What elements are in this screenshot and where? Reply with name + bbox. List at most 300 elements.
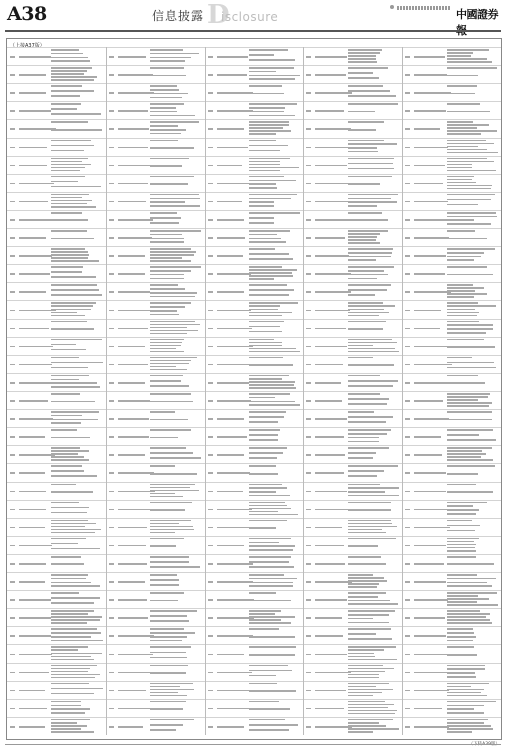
table-row [7, 210, 106, 228]
disclosure-text-line [51, 585, 100, 587]
disclosure-text-line [150, 107, 175, 109]
row-number [109, 708, 114, 710]
fund-name [217, 635, 254, 637]
table-row [205, 192, 304, 210]
disclosure-text-line [150, 212, 177, 214]
table-row [402, 300, 501, 318]
disclosure-text-line [249, 180, 296, 182]
table-row [303, 626, 402, 644]
disclosure-text-line [150, 348, 176, 350]
disclosure-text-line [447, 604, 498, 606]
disclosure-text-line [447, 530, 476, 532]
table-row [205, 264, 304, 282]
disclosure-text-line [348, 147, 377, 149]
row-divider [402, 210, 501, 211]
disclosure-text-line [150, 330, 198, 332]
row-number [306, 364, 311, 366]
fund-name [19, 219, 52, 221]
disclosure-text-line [348, 380, 398, 382]
row-number [10, 491, 15, 493]
disclosure-text-line [249, 294, 289, 296]
disclosure-text-line [249, 158, 290, 160]
disclosure-text-line [249, 473, 278, 475]
row-number [208, 527, 213, 529]
row-number [405, 273, 410, 275]
row-divider [106, 210, 205, 211]
row-number [10, 654, 15, 656]
disclosure-text-line [150, 526, 193, 528]
table-row [303, 590, 402, 608]
disclosure-text-line [51, 164, 90, 166]
row-divider [303, 681, 402, 682]
disclosure-text-line [249, 342, 282, 344]
fund-name [315, 690, 346, 692]
disclosure-text-line [249, 484, 282, 486]
row-divider [106, 282, 205, 283]
table-row [205, 608, 304, 626]
fund-name [414, 599, 448, 601]
disclosure-text-line [51, 321, 86, 323]
row-divider [303, 65, 402, 66]
disclosure-text-line [51, 415, 82, 417]
fund-name [217, 400, 252, 402]
disclosure-text-line [447, 676, 477, 678]
disclosure-text-line [249, 542, 279, 544]
row-number [109, 617, 114, 619]
disclosure-text-line [51, 176, 85, 178]
row-number [10, 147, 15, 149]
fund-name [19, 291, 46, 293]
table-row [7, 282, 106, 300]
row-divider [205, 337, 304, 338]
row-number [208, 654, 213, 656]
disclosure-text-line [348, 49, 382, 51]
table-row [205, 699, 304, 717]
row-number [306, 563, 311, 565]
disclosure-text-line [447, 585, 492, 587]
disclosure-text-line [51, 705, 81, 707]
fund-name [118, 418, 150, 420]
disclosure-text-line [150, 632, 194, 634]
disclosure-text-line [51, 538, 85, 540]
disclosure-text-line [348, 683, 389, 685]
table-column [205, 47, 304, 735]
disclosure-text-line [51, 266, 83, 268]
disclosure-text-line [447, 613, 490, 615]
disclosure-text-line [348, 614, 389, 616]
row-number [306, 219, 311, 221]
table-row [7, 156, 106, 174]
table-row [205, 518, 304, 536]
table-row [303, 282, 402, 300]
disclosure-text-line [51, 613, 88, 615]
row-divider [402, 482, 501, 483]
fund-name [19, 418, 53, 420]
disclosure-text-line [249, 654, 295, 656]
row-number [10, 74, 15, 76]
row-divider [402, 699, 501, 700]
disclosure-text-line [51, 90, 94, 92]
row-divider [303, 391, 402, 392]
fund-name [217, 92, 254, 94]
row-divider [106, 463, 205, 464]
disclosure-text-line [150, 615, 187, 617]
table-row [106, 228, 205, 246]
row-number [109, 563, 114, 565]
fund-name [118, 545, 147, 547]
disclosure-text-line [150, 125, 177, 127]
row-divider [106, 572, 205, 573]
row-number [208, 599, 213, 601]
disclosure-text-line [51, 312, 76, 314]
disclosure-text-line [51, 254, 89, 256]
disclosure-text-line [249, 582, 293, 584]
disclosure-text-line [150, 584, 179, 586]
disclosure-text-line [447, 672, 475, 674]
disclosure-text-line [348, 692, 382, 694]
row-divider [106, 192, 205, 193]
disclosure-text-line [150, 701, 185, 703]
disclosure-text-line [249, 434, 278, 436]
fund-name [118, 527, 147, 529]
fund-name [315, 255, 348, 257]
row-number [405, 328, 410, 330]
disclosure-text-line [249, 600, 291, 602]
disclosure-text-line [51, 186, 100, 188]
disclosure-text-line [51, 121, 88, 123]
row-divider [7, 47, 106, 48]
fund-name [19, 364, 52, 366]
disclosure-text-line [348, 689, 393, 691]
disclosure-text-line [51, 719, 89, 721]
table-row [106, 337, 205, 355]
disclosure-text-line [249, 339, 274, 341]
disclosure-text-line [348, 701, 385, 703]
disclosure-text-line [348, 686, 376, 688]
fund-name [19, 310, 56, 312]
row-number [405, 92, 410, 94]
row-divider [205, 409, 304, 410]
disclosure-text-line [348, 656, 375, 658]
row-divider [402, 626, 501, 627]
disclosure-text-line [150, 217, 180, 219]
table-row [106, 626, 205, 644]
fund-name [315, 310, 350, 312]
fund-name [414, 635, 445, 637]
row-number [208, 310, 213, 312]
disclosure-text-line [447, 296, 475, 298]
row-number [306, 92, 311, 94]
disclosure-text-line [348, 475, 377, 477]
row-divider [402, 608, 501, 609]
disclosure-text-line [249, 266, 282, 268]
disclosure-text-line [447, 321, 479, 323]
row-divider [7, 264, 106, 265]
row-number [109, 690, 114, 692]
disclosure-text-line [348, 603, 398, 605]
fund-name [414, 273, 445, 275]
disclosure-text-line [348, 728, 399, 730]
table-row [7, 554, 106, 572]
disclosure-text-line [348, 67, 388, 69]
disclosure-text-line [249, 115, 295, 117]
fund-name [315, 581, 351, 583]
fund-name [414, 726, 449, 728]
row-number [10, 708, 15, 710]
row-number [405, 110, 410, 112]
disclosure-text-line [150, 496, 183, 498]
disclosure-text-line [51, 520, 88, 522]
fund-name [19, 654, 52, 656]
row-divider [106, 626, 205, 627]
disclosure-text-line [51, 181, 78, 183]
row-number [405, 147, 410, 149]
disclosure-text-line [51, 708, 90, 710]
disclosure-text-line [249, 176, 284, 178]
disclosure-text-line [447, 636, 477, 638]
disclosure-text-line [249, 511, 278, 513]
disclosure-text-line [51, 302, 96, 304]
disclosure-text-line [249, 54, 274, 56]
fund-name [414, 328, 440, 330]
row-number [10, 364, 15, 366]
disclosure-text-line [348, 610, 395, 612]
disclosure-text-line [249, 387, 296, 389]
table-row [106, 644, 205, 662]
row-divider [303, 482, 402, 483]
disclosure-text-line [150, 342, 181, 344]
table-row [205, 409, 304, 427]
fund-name [217, 291, 244, 293]
disclosure-text-line [348, 342, 398, 344]
row-divider [402, 174, 501, 175]
fund-name [315, 418, 346, 420]
disclosure-text-line [348, 452, 377, 454]
row-number [208, 56, 213, 58]
disclosure-text-line [150, 97, 181, 99]
fund-name [19, 690, 45, 692]
row-divider [106, 101, 205, 102]
disclosure-text-line [249, 127, 283, 129]
disclosure-text-line [51, 238, 94, 240]
disclosure-text-line [150, 369, 187, 371]
page-number: A38 [7, 3, 47, 25]
row-number [306, 726, 311, 728]
masthead [0, 0, 506, 37]
table-row [7, 101, 106, 119]
table-row [402, 536, 501, 554]
disclosure-text-line [51, 512, 87, 514]
row-divider [106, 554, 205, 555]
disclosure-text-line [51, 563, 84, 565]
row-divider [106, 590, 205, 591]
disclosure-text-line [249, 508, 291, 510]
disclosure-text-line [447, 705, 485, 707]
disclosure-text-line [447, 290, 476, 292]
disclosure-text-line [51, 85, 82, 87]
disclosure-text-line [348, 646, 396, 648]
disclosure-text-line [447, 396, 488, 398]
row-number [109, 328, 114, 330]
disclosure-text-line [150, 129, 186, 131]
disclosure-text-line [150, 610, 196, 612]
disclosure-text-line [249, 269, 297, 271]
disclosure-text-line [348, 710, 398, 712]
row-number [10, 273, 15, 275]
row-number [10, 454, 15, 456]
fund-name [315, 56, 347, 58]
disclosure-text-line [348, 509, 391, 511]
row-divider [303, 192, 402, 193]
fund-name [19, 599, 51, 601]
table-row [106, 482, 205, 500]
row-divider [205, 47, 304, 48]
disclosure-text-line [447, 305, 497, 307]
row-divider [303, 119, 402, 120]
disclosure-text-line [249, 284, 287, 286]
fund-name [118, 110, 148, 112]
disclosure-text-line [348, 315, 379, 317]
disclosure-text-line [348, 256, 391, 258]
disclosure-text-line [150, 561, 189, 563]
footer-rule [5, 744, 501, 745]
row-divider [303, 282, 402, 283]
row-number [208, 147, 213, 149]
disclosure-text-line [348, 403, 387, 405]
disclosure-text-line [447, 238, 487, 240]
row-number [10, 563, 15, 565]
disclosure-text-line [150, 241, 183, 243]
disclosure-text-line [249, 411, 285, 413]
fund-name [118, 273, 145, 275]
disclosure-text-line [447, 248, 495, 250]
row-number [306, 527, 311, 529]
disclosure-text-line [249, 345, 282, 347]
disclosure-text-line [348, 668, 394, 670]
disclosure-text-line [249, 253, 289, 255]
disclosure-text-line [249, 161, 280, 163]
fund-name [118, 56, 146, 58]
row-number [109, 237, 114, 239]
fund-name [315, 237, 345, 239]
fund-name [414, 527, 450, 529]
disclosure-text-line [51, 70, 87, 72]
table-row [303, 518, 402, 536]
fund-name [19, 472, 45, 474]
table-row [303, 264, 402, 282]
row-number [208, 436, 213, 438]
fund-name [118, 617, 149, 619]
row-divider [7, 663, 106, 664]
disclosure-text-line [447, 67, 497, 69]
table-row [303, 482, 402, 500]
row-number [10, 726, 15, 728]
disclosure-text-line [447, 339, 485, 341]
disclosure-text-line [249, 140, 276, 142]
row-number [208, 74, 213, 76]
disclosure-text-line [447, 204, 479, 206]
table-row [205, 83, 304, 101]
disclosure-text-line [150, 194, 198, 196]
row-number [208, 382, 213, 384]
fund-name [217, 545, 244, 547]
disclosure-text-line [150, 473, 197, 475]
disclosure-text-line [150, 302, 191, 304]
disclosure-text-line [51, 203, 86, 205]
fund-name [19, 56, 51, 58]
row-divider [205, 572, 304, 573]
disclosure-text-line [447, 170, 497, 172]
disclosure-text-line [150, 429, 191, 431]
fund-name [315, 328, 346, 330]
disclosure-text-line [447, 357, 472, 359]
row-number [208, 255, 213, 257]
row-divider [106, 65, 205, 66]
disclosure-text-line [249, 592, 276, 594]
disclosure-text-line [447, 346, 496, 348]
row-number [10, 635, 15, 637]
fund-name [414, 472, 446, 474]
fund-name [414, 509, 447, 511]
row-divider [303, 500, 402, 501]
disclosure-text-line [51, 79, 93, 81]
row-number [109, 291, 114, 293]
disclosure-text-line [348, 638, 392, 640]
disclosure-text-line [447, 393, 491, 395]
table-row [205, 373, 304, 391]
disclosure-text-line [348, 375, 380, 377]
row-number [306, 273, 311, 275]
disclosure-text-line [150, 278, 184, 280]
disclosure-text-line [150, 147, 194, 149]
disclosure-text-line [150, 566, 200, 568]
row-number [10, 183, 15, 185]
disclosure-text-line [51, 339, 101, 341]
table-row [106, 101, 205, 119]
disclosure-text-line [249, 187, 277, 189]
disclosure-text-line [348, 348, 395, 350]
disclosure-text-line [150, 53, 199, 55]
row-number [405, 690, 410, 692]
row-divider [205, 156, 304, 157]
table-row [205, 663, 304, 681]
disclosure-text-line [51, 167, 85, 169]
disclosure-text-line [249, 212, 300, 214]
disclosure-text-line [249, 538, 291, 540]
row-number [306, 328, 311, 330]
disclosure-text-line [150, 103, 184, 105]
disclosure-text-line [348, 411, 374, 413]
disclosure-text-line [447, 124, 490, 126]
table-row [106, 47, 205, 65]
table-row [7, 463, 106, 481]
disclosure-text-line [348, 168, 394, 170]
disclosure-text-line [447, 450, 482, 452]
fund-name [118, 128, 149, 130]
disclosure-text-line [348, 143, 397, 145]
disclosure-text-line [447, 146, 478, 148]
disclosure-text-line [51, 459, 89, 461]
disclosure-text-line [447, 610, 480, 612]
fund-name [118, 92, 154, 94]
row-divider [106, 536, 205, 537]
disclosure-text-line [447, 601, 478, 603]
disclosure-text-line [51, 309, 90, 311]
table-row [106, 174, 205, 192]
disclosure-text-line [348, 219, 388, 221]
disclosure-text-line [51, 197, 82, 199]
disclosure-text-line [348, 722, 379, 724]
